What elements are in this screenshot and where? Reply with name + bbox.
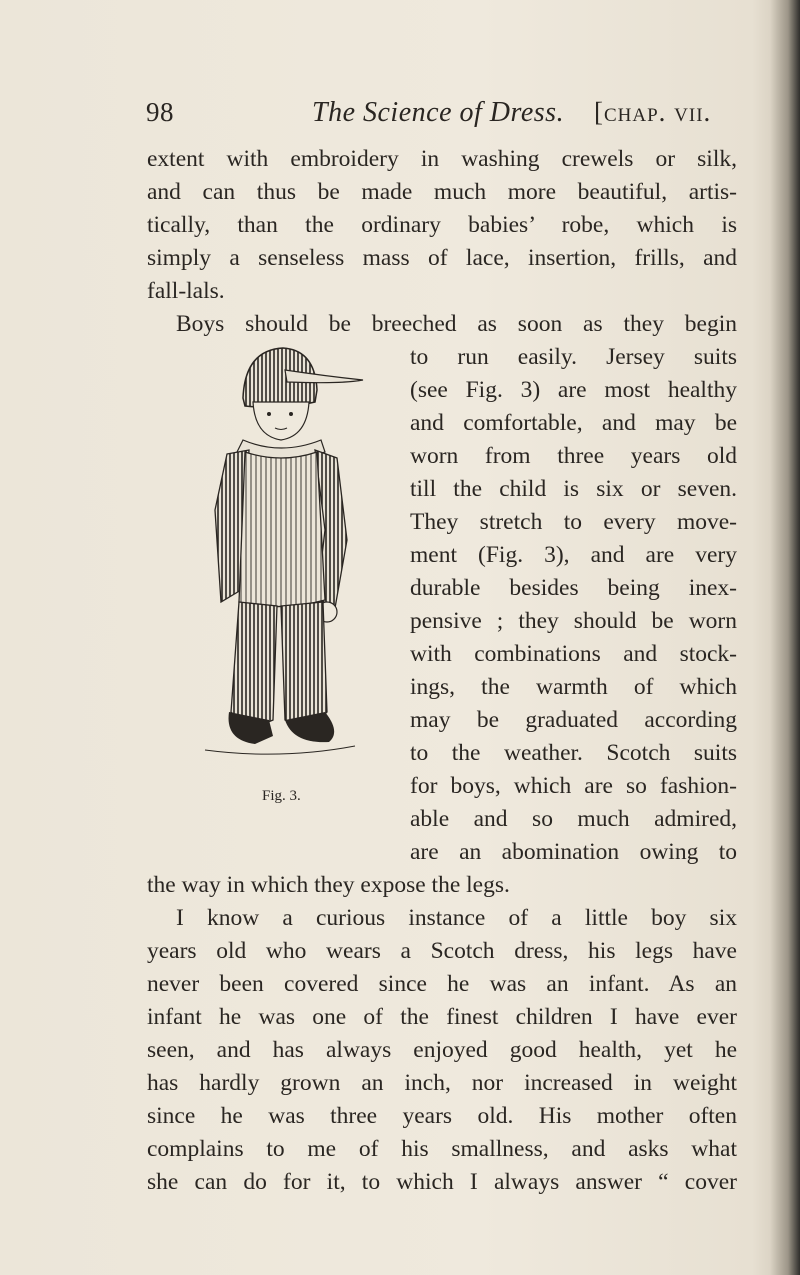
text-line: may be graduated according xyxy=(410,707,737,733)
text-line: ment (Fig. 3), and are very xyxy=(410,542,737,568)
text-line: fall-lals. xyxy=(147,278,225,304)
paragraph-start-line: Boys should be breeched as soon as they begin xyxy=(176,311,737,337)
text-line: ings, the warmth of which xyxy=(410,674,737,700)
text-line: never been covered since he was an infant. As an xyxy=(147,971,737,997)
text-line: tically, than the ordinary babies’ robe, which is xyxy=(147,212,737,238)
text-line: years old who wears a Scotch dress, his legs have xyxy=(147,938,737,964)
text-line: for boys, which are so fashion- xyxy=(410,773,737,799)
page-header xyxy=(146,97,746,137)
text-line: till the child is six or seven. xyxy=(410,476,737,502)
text-line: the way in which they expose the legs. xyxy=(147,872,510,898)
text-line: durable besides being inex- xyxy=(410,575,737,601)
text-line: simply a senseless mass of lace, insertion, frills, and xyxy=(147,245,737,271)
running-title: The Science of Dress. xyxy=(312,97,565,128)
text-line: They stretch to every move- xyxy=(410,509,737,535)
text-line: to run easily. Jersey suits xyxy=(410,344,737,370)
text-line: extent with embroidery in washing crewels or silk, xyxy=(147,146,737,172)
boy-jersey-suit-illustration xyxy=(165,340,395,770)
text-line: and can thus be made much more beautiful, artis- xyxy=(147,179,737,205)
text-line: complains to me of his smallness, and asks what xyxy=(147,1136,737,1162)
text-line: pensive ; they should be worn xyxy=(410,608,737,634)
text-line: are an abomination owing to xyxy=(410,839,737,865)
text-line: she can do for it, to which I always answer “ cover xyxy=(147,1169,737,1195)
text-line: able and so much admired, xyxy=(410,806,737,832)
text-line: since he was three years old. His mother often xyxy=(147,1103,737,1129)
page-number: 98 xyxy=(146,97,174,127)
text-line: has hardly grown an inch, nor increased in weight xyxy=(147,1070,737,1096)
text-line: and comfortable, and may be xyxy=(410,410,737,436)
chapter-label: [chap. vii. xyxy=(594,97,712,127)
text-line: worn from three years old xyxy=(410,443,737,469)
text-line: (see Fig. 3) are most healthy xyxy=(410,377,737,403)
text-line: to the weather. Scotch suits xyxy=(410,740,737,766)
text-line: infant he was one of the finest children I have ever xyxy=(147,1004,737,1030)
paragraph-start-line: I know a curious instance of a little boy six xyxy=(176,905,737,931)
page-edge-shadow xyxy=(770,0,800,1275)
figure-caption: Fig. 3. xyxy=(262,788,301,804)
text-line: seen, and has always enjoyed good health, yet he xyxy=(147,1037,737,1063)
text-line: with combinations and stock- xyxy=(410,641,737,667)
